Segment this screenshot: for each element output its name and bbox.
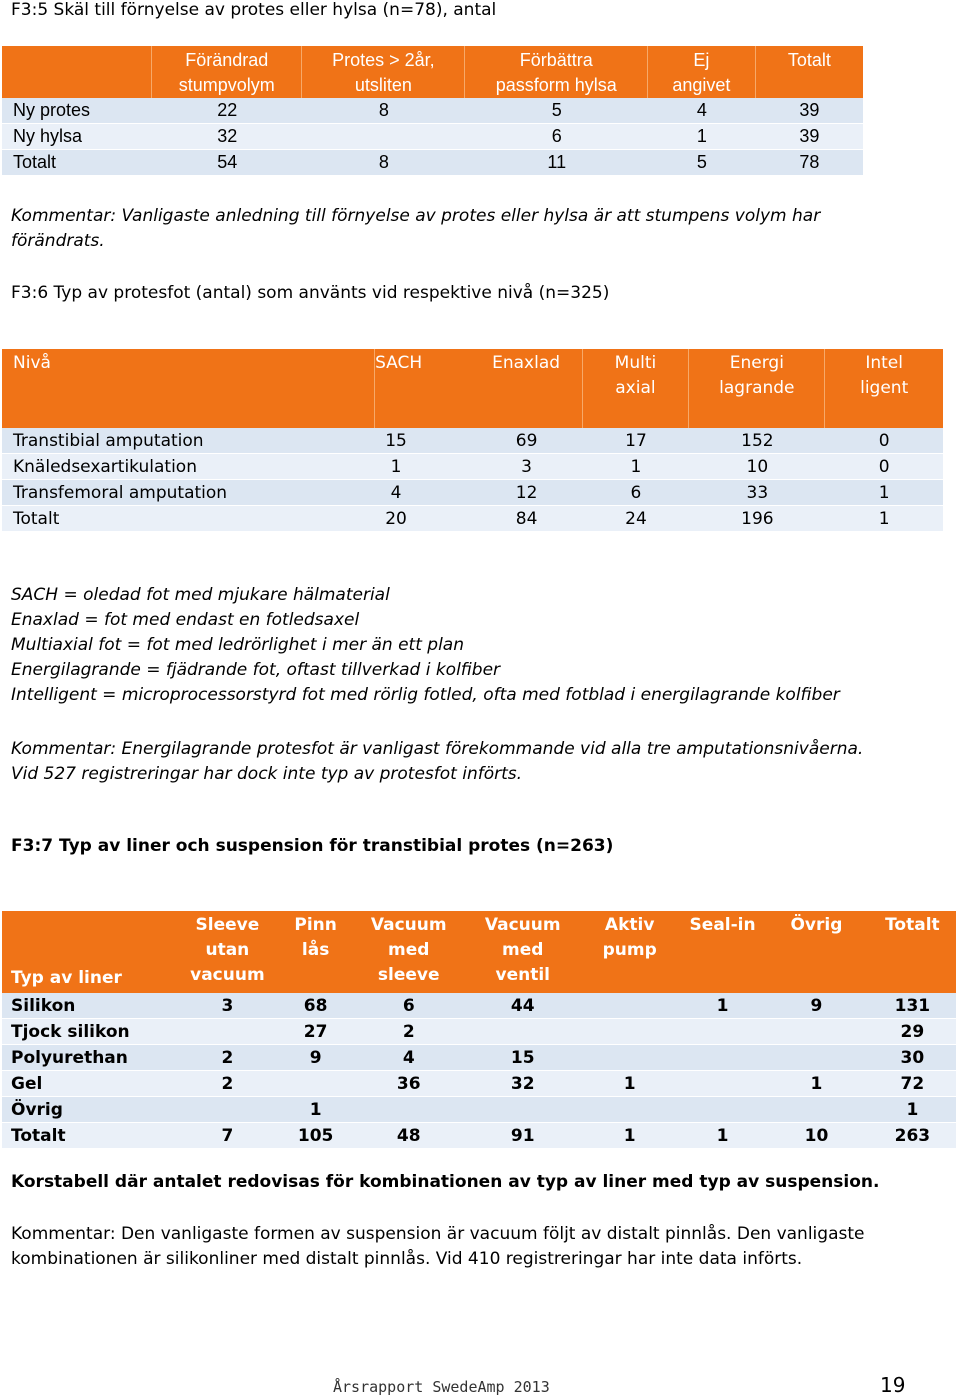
- table-cell: 6: [465, 124, 648, 150]
- table-cell: 10: [689, 454, 825, 480]
- row-label: Ny hylsa: [2, 124, 152, 150]
- table-cell: 72: [869, 1071, 956, 1097]
- table-cell: [681, 1045, 764, 1071]
- table-cell: [174, 1019, 281, 1045]
- table-cell: 2: [174, 1045, 281, 1071]
- table-cell: 9: [764, 993, 869, 1019]
- table-cell: [467, 1097, 578, 1123]
- definition-line: Multiaxial fot = fot med ledrörlighet i mer än ett plan: [11, 635, 464, 655]
- row-label: Totalt: [2, 1123, 174, 1149]
- table-cell: [350, 1097, 467, 1123]
- f37-note: Korstabell där antalet redovisas för kombinationen av typ av liner med typ av suspension.: [11, 1172, 880, 1192]
- table-cell: [302, 124, 465, 150]
- f37-header-cell: Typ av liner: [2, 911, 174, 993]
- table-cell: 68: [281, 993, 350, 1019]
- page-number: 19: [880, 1373, 906, 1397]
- table-cell: 3: [174, 993, 281, 1019]
- table-cell: 39: [756, 124, 863, 150]
- table-cell: 48: [350, 1123, 467, 1149]
- table-row: [2, 1097, 956, 1123]
- comment-line: Kommentar: Vanligaste anledning till förnyelse av protes eller hylsa är att stumpens volym har: [11, 206, 821, 226]
- table-row: [2, 98, 863, 124]
- table-cell: [578, 1019, 681, 1045]
- f37-header-row: [2, 911, 956, 993]
- definition-line: SACH = oledad fot med mjukare hälmaterial: [11, 585, 390, 605]
- table-cell: 131: [869, 993, 956, 1019]
- f35-header-cell: Ej angivet: [648, 46, 755, 98]
- row-label: Övrig: [2, 1097, 174, 1123]
- table-cell: [681, 1097, 764, 1123]
- table-row: [2, 1045, 956, 1071]
- table-cell: 20: [375, 506, 471, 532]
- f37-header-cell: Vacuum med ventil: [467, 911, 578, 993]
- table-cell: 1: [681, 993, 764, 1019]
- comment-line: Vid 527 registreringar har dock inte typ av protesfot införts.: [11, 764, 523, 784]
- table-cell: 6: [583, 480, 690, 506]
- table-cell: 8: [302, 98, 465, 124]
- table-cell: 24: [583, 506, 690, 532]
- table-cell: 29: [869, 1019, 956, 1045]
- table-cell: 3: [471, 454, 583, 480]
- table-row: [2, 1019, 956, 1045]
- table-cell: 33: [689, 480, 825, 506]
- table-cell: 27: [281, 1019, 350, 1045]
- f37-header-cell: Sleeve utan vacuum: [174, 911, 281, 993]
- f36-header-cell: Multi axial: [583, 349, 690, 428]
- table-cell: 22: [152, 98, 302, 124]
- f36-header-cell: SACH: [375, 349, 471, 428]
- comment-line: kombinationen är silikonliner med distalt pinnlås. Vid 410 registreringar har inte data införts.: [11, 1249, 803, 1269]
- table-cell: [578, 1097, 681, 1123]
- table-cell: [681, 1071, 764, 1097]
- table-cell: 44: [467, 993, 578, 1019]
- table-cell: 1: [869, 1097, 956, 1123]
- f35-header-cell: [2, 46, 152, 98]
- table-cell: 1: [764, 1071, 869, 1097]
- table-cell: 2: [350, 1019, 467, 1045]
- table-cell: 1: [825, 506, 943, 532]
- table-cell: 263: [869, 1123, 956, 1149]
- table-row: [2, 993, 956, 1019]
- f36-comment: [11, 737, 951, 787]
- table-cell: 1: [281, 1097, 350, 1123]
- table-cell: 1: [375, 454, 471, 480]
- comment-line: Kommentar: Den vanligaste formen av suspension är vacuum följt av distalt pinnlås. Den vanligaste: [11, 1224, 865, 1244]
- table-cell: [281, 1071, 350, 1097]
- f35-title: F3:5 Skäl till förnyelse av protes eller hylsa (n=78), antal: [11, 0, 497, 20]
- table-cell: 5: [465, 98, 648, 124]
- table-cell: 32: [152, 124, 302, 150]
- row-label: Silikon: [2, 993, 174, 1019]
- row-label: Gel: [2, 1071, 174, 1097]
- table-cell: [764, 1097, 869, 1123]
- table-row: [2, 1071, 956, 1097]
- table-cell: 1: [681, 1123, 764, 1149]
- table-row: [2, 124, 863, 150]
- f36-header-cell: Intel ligent: [825, 349, 943, 428]
- row-label: Knäledsexartikulation: [2, 454, 375, 480]
- row-label: Transfemoral amputation: [2, 480, 375, 506]
- row-label: Polyurethan: [2, 1045, 174, 1071]
- definition-line: Intelligent = microprocessorstyrd fot med rörlig fotled, ofta med fotblad i energilagrande kolfiber: [11, 685, 840, 705]
- f35-table: [2, 46, 863, 176]
- f37-title: F3:7 Typ av liner och suspension för transtibial protes (n=263): [11, 836, 614, 856]
- table-cell: [764, 1019, 869, 1045]
- f36-definitions: [11, 583, 951, 708]
- f37-header-cell: Totalt: [869, 911, 956, 993]
- row-label: Totalt: [2, 506, 375, 532]
- row-label: Ny protes: [2, 98, 152, 124]
- footer-text: Årsrapport SwedeAmp 2013: [333, 1378, 550, 1396]
- f35-header-row: [2, 46, 863, 98]
- definition-line: Energilagrande = fjädrande fot, oftast tillverkad i kolfiber: [11, 660, 501, 680]
- table-cell: 4: [648, 98, 755, 124]
- table-cell: 4: [350, 1045, 467, 1071]
- table-cell: 1: [583, 454, 690, 480]
- table-cell: 78: [756, 150, 863, 176]
- table-cell: 7: [174, 1123, 281, 1149]
- table-cell: 1: [578, 1071, 681, 1097]
- f36-table: [2, 349, 943, 532]
- table-cell: 84: [471, 506, 583, 532]
- table-cell: 8: [302, 150, 465, 176]
- table-row: [2, 428, 943, 454]
- table-cell: 196: [689, 506, 825, 532]
- table-cell: 91: [467, 1123, 578, 1149]
- f36-title: F3:6 Typ av protesfot (antal) som använts vid respektive nivå (n=325): [11, 283, 610, 303]
- table-cell: 1: [825, 480, 943, 506]
- table-row: [2, 1123, 956, 1149]
- f35-header-cell: Totalt: [756, 46, 863, 98]
- table-cell: 1: [648, 124, 755, 150]
- table-cell: 10: [764, 1123, 869, 1149]
- table-cell: [578, 993, 681, 1019]
- f37-table: [2, 911, 956, 1149]
- row-label: Transtibial amputation: [2, 428, 375, 454]
- f36-header-cell: Enaxlad: [471, 349, 583, 428]
- f37-header-cell: Vacuum med sleeve: [350, 911, 467, 993]
- table-cell: 32: [467, 1071, 578, 1097]
- table-row: [2, 506, 943, 532]
- table-row: [2, 480, 943, 506]
- table-cell: [578, 1045, 681, 1071]
- f36-header-row: [2, 349, 943, 428]
- table-cell: 4: [375, 480, 471, 506]
- table-row: [2, 150, 863, 176]
- f36-header-cell: Energi lagrande: [689, 349, 825, 428]
- f35-header-cell: Förbättra passform hylsa: [465, 46, 648, 98]
- table-cell: 1: [578, 1123, 681, 1149]
- table-cell: 36: [350, 1071, 467, 1097]
- f37-header-cell: Övrig: [764, 911, 869, 993]
- f37-header-cell: Seal-in: [681, 911, 764, 993]
- table-cell: 0: [825, 454, 943, 480]
- table-cell: 12: [471, 480, 583, 506]
- table-cell: 15: [375, 428, 471, 454]
- f37-comment: [11, 1222, 951, 1272]
- f35-comment: [11, 204, 941, 254]
- table-cell: [681, 1019, 764, 1045]
- comment-line: förändrats.: [11, 231, 105, 251]
- f35-header-cell: Protes > 2år, utsliten: [302, 46, 465, 98]
- table-cell: 6: [350, 993, 467, 1019]
- table-cell: 5: [648, 150, 755, 176]
- comment-line: Kommentar: Energilagrande protesfot är vanligast förekommande vid alla tre amputationsnivåerna.: [11, 739, 864, 759]
- table-cell: 54: [152, 150, 302, 176]
- table-cell: 9: [281, 1045, 350, 1071]
- table-cell: 0: [825, 428, 943, 454]
- f35-header-cell: Förändrad stumpvolym: [152, 46, 302, 98]
- table-cell: 69: [471, 428, 583, 454]
- table-cell: 17: [583, 428, 690, 454]
- table-cell: 2: [174, 1071, 281, 1097]
- table-cell: [467, 1019, 578, 1045]
- table-cell: 39: [756, 98, 863, 124]
- table-cell: 30: [869, 1045, 956, 1071]
- row-label: Tjock silikon: [2, 1019, 174, 1045]
- table-cell: 11: [465, 150, 648, 176]
- table-cell: [764, 1045, 869, 1071]
- f37-header-cell: Pinn lås: [281, 911, 350, 993]
- f36-header-cell: Nivå: [2, 349, 375, 428]
- table-cell: 15: [467, 1045, 578, 1071]
- definition-line: Enaxlad = fot med endast en fotledsaxel: [11, 610, 360, 630]
- table-row: [2, 454, 943, 480]
- f37-header-cell: Aktiv pump: [578, 911, 681, 993]
- table-cell: 152: [689, 428, 825, 454]
- row-label: Totalt: [2, 150, 152, 176]
- table-cell: 105: [281, 1123, 350, 1149]
- table-cell: [174, 1097, 281, 1123]
